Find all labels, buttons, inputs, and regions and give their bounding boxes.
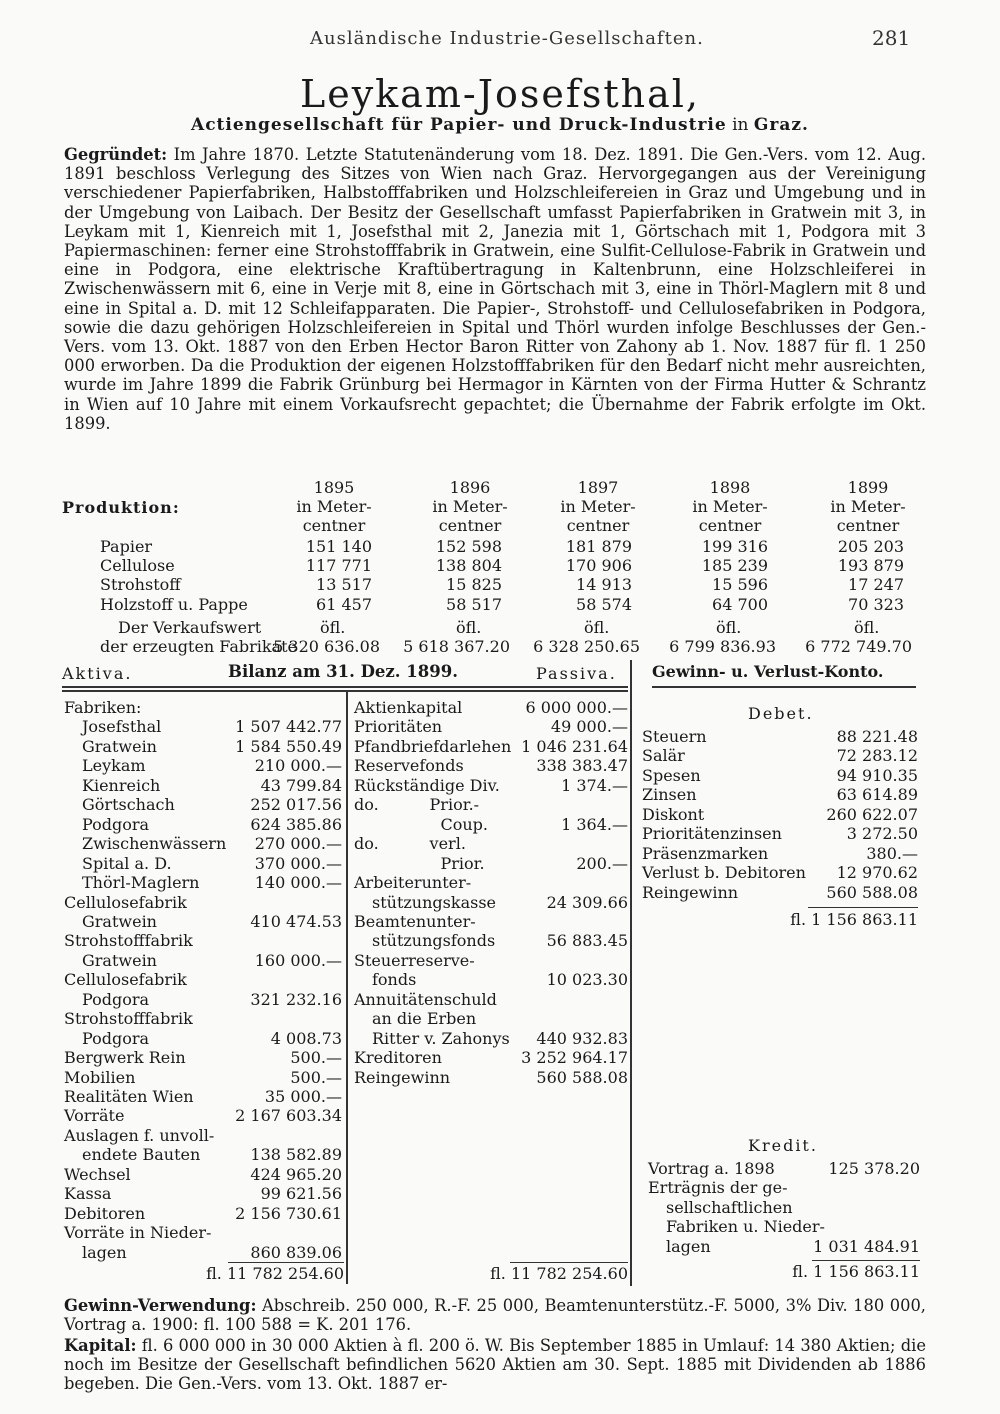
aktiva-value: 270 000.— — [254, 834, 342, 854]
aktiva-label: Vorräte in Nieder- — [64, 1223, 212, 1243]
production-unit: in Meter- — [692, 497, 768, 516]
aktiva-label: Cellulosefabrik — [64, 892, 187, 912]
aktiva-value: 1 507 442.77 — [235, 717, 342, 737]
value-currency: öfl. — [854, 618, 880, 637]
value-cell: 6 772 749.70 — [805, 637, 912, 656]
aktiva-sum-rule — [228, 1262, 344, 1263]
passiva-label: Coup. — [354, 814, 488, 834]
passiva-label: Ritter v. Zahonys — [372, 1028, 510, 1048]
aktiva-value: 160 000.— — [254, 950, 342, 970]
aktiva-value: 252 017.56 — [250, 795, 342, 815]
aktiva-value: 321 232.16 — [250, 989, 342, 1009]
aktiva-value: 410 474.53 — [250, 911, 342, 931]
aktiva-value: 2 167 603.34 — [235, 1106, 342, 1126]
debit-sum-rule — [808, 907, 918, 908]
credit-label: Erträgnis der ge- — [648, 1178, 788, 1198]
aktiva-value: 860 839.06 — [250, 1242, 342, 1262]
aktiva-label: Fabriken: — [64, 698, 142, 717]
aktiva-label: endete Bauten — [82, 1145, 201, 1165]
production-row-label: Cellulose — [100, 556, 175, 576]
production-cell: 199 316 — [701, 537, 768, 556]
aktiva-label: Realitäten Wien — [64, 1087, 194, 1106]
aktiva-value: 138 582.89 — [250, 1145, 342, 1165]
debit-total: fl. 1 156 863.11 — [790, 910, 918, 930]
production-cell: 138 804 — [435, 556, 502, 576]
passiva-value: 1 364.— — [561, 814, 628, 834]
debit-label: Steuern — [642, 727, 707, 746]
debit-label: Diskont — [642, 804, 705, 824]
aktiva-value: 2 156 730.61 — [235, 1203, 342, 1223]
production-row-label: Papier — [100, 537, 153, 556]
passiva-value: 56 883.45 — [546, 931, 628, 951]
debit-label: Reingewinn — [642, 882, 739, 902]
debit-value: 12 970.62 — [836, 863, 918, 883]
aktiva-label: Strohstofffabrik — [64, 1009, 193, 1029]
passiva-value: 1 374.— — [561, 775, 628, 795]
production-year: 1898 — [709, 478, 751, 497]
aktiva-label: Cellulosefabrik — [64, 970, 187, 990]
capital-text: fl. 6 000 000 in 30 000 Aktien à fl. 200 ö. W. Bis September 1885 in Umlauf: 14 380 Aktien; die noch im Besitze der Gesellschaft befindlichen 5620 Aktien am 30. Sept. 1885 mit Dividenden ab 1886 begeben. Die Gen.-Vers. vom 13. Okt. 1887 er- — [64, 1336, 926, 1394]
debit-value: 560 588.08 — [826, 882, 918, 902]
passiva-value: 49 000.— — [550, 717, 628, 737]
value-currency: öfl. — [320, 618, 346, 637]
passiva-label: Arbeiterunter- — [354, 873, 472, 893]
debit-value: 94 910.35 — [836, 765, 918, 785]
debit-value: 63 614.89 — [836, 785, 918, 805]
aktiva-value: 210 000.— — [254, 756, 342, 776]
balance-divider — [346, 690, 348, 1284]
production-unit: centner — [438, 516, 502, 535]
balance-top-rule-2 — [62, 690, 628, 692]
production-year: 1897 — [577, 478, 619, 497]
passiva-label: Prior. — [354, 853, 485, 873]
aktiva-label: Spital a. D. — [82, 853, 172, 873]
aktiva-label: Bergwerk Rein — [64, 1048, 186, 1068]
aktiva-label: Zwischenwässern — [82, 834, 227, 854]
passiva-sum-rule — [510, 1262, 628, 1263]
production-unit: centner — [698, 516, 762, 535]
debit-value: 380.— — [866, 843, 918, 863]
production-unit: in Meter- — [432, 497, 508, 516]
aktiva-value: 35 000.— — [264, 1087, 342, 1106]
pl-divider — [630, 660, 632, 1286]
aktiva-label: Debitoren — [64, 1203, 146, 1223]
subtitle-bold: Actiengesellschaft für Papier- und Druck-Industrie — [191, 115, 727, 135]
passiva-label: Prioritäten — [354, 717, 443, 737]
aktiva-label: Josefsthal — [82, 717, 162, 737]
debit-value: 260 622.07 — [826, 804, 918, 824]
value-label-line1: Der Verkaufswert — [118, 618, 262, 637]
aktiva-value: 624 385.86 — [250, 814, 342, 834]
credit-label: Vortrag a. 1898 — [648, 1159, 775, 1178]
balance-title: Bilanz am 31. Dez. 1899. — [228, 662, 458, 681]
passiva-label: stützungsfonds — [372, 931, 496, 951]
debit-label: Verlust b. Debitoren — [642, 863, 806, 883]
production-cell: 193 879 — [837, 556, 904, 576]
production-year: 1899 — [847, 478, 889, 497]
aktiva-label: Mobilien — [64, 1067, 136, 1087]
production-cell: 13 517 — [316, 575, 372, 595]
balance-top-rule — [62, 686, 628, 688]
passiva-label: do. verl. — [354, 834, 466, 854]
aktiva-label: lagen — [82, 1242, 127, 1262]
aktiva-value: 43 799.84 — [260, 775, 342, 795]
production-cell: 15 825 — [446, 575, 502, 595]
production-cell: 181 879 — [565, 537, 632, 556]
credit-label: Fabriken u. Nieder- — [666, 1217, 825, 1237]
aktiva-value: 4 008.73 — [270, 1028, 342, 1048]
aktiva-label: Strohstofffabrik — [64, 931, 193, 951]
production-cell: 17 247 — [848, 575, 904, 595]
passiva-label: Reingewinn — [354, 1067, 451, 1087]
production-row-label: Holzstoff u. Pappe — [100, 594, 248, 614]
credit-total: fl. 1 156 863.11 — [792, 1262, 920, 1281]
value-label-line2: der erzeugten Fabrikate — [100, 637, 297, 656]
aktiva-value: 370 000.— — [254, 853, 342, 873]
value-cell: 5 618 367.20 — [403, 637, 510, 656]
capital-paragraph — [64, 1336, 926, 1394]
aktiva-label: Auslagen f. unvoll- — [64, 1125, 215, 1145]
passiva-label: Kreditoren — [354, 1048, 442, 1068]
passiva-label: Passiva. — [536, 664, 617, 683]
production-unit: in Meter- — [830, 497, 906, 516]
production-cell: 170 906 — [565, 556, 632, 576]
passiva-label: do. Prior.- — [354, 795, 480, 815]
value-currency: öfl. — [716, 618, 742, 637]
profit-use-text: Abschreib. 250 000, R.-F. 25 000, Beamtenunterstütz.-F. 5000, 3% Div. 180 000, Vortrag a. 1900: fl. 100 588 = K. 201 176. — [64, 1296, 926, 1335]
aktiva-label: Wechsel — [64, 1164, 131, 1184]
passiva-value: 10 023.30 — [546, 970, 628, 990]
debit-label: Debet. — [748, 704, 814, 723]
credit-sum-rule — [812, 1260, 920, 1261]
aktiva-label: Gratwein — [82, 911, 157, 931]
production-cell: 70 323 — [848, 594, 904, 614]
pl-title: Gewinn- u. Verlust-Konto. — [652, 662, 884, 681]
production-cell: 14 913 — [576, 575, 632, 595]
value-cell: 6 328 250.65 — [533, 637, 640, 656]
aktiva-label: Kassa — [64, 1184, 112, 1204]
production-cell: 152 598 — [435, 537, 502, 556]
debit-value: 3 272.50 — [846, 824, 918, 844]
aktiva-label: Görtschach — [82, 795, 175, 815]
passiva-label: Reservefonds — [354, 756, 464, 776]
capital-label: Kapital: — [64, 1336, 137, 1355]
credit-label: sellschaftlichen — [666, 1197, 793, 1217]
production-cell: 205 203 — [837, 537, 904, 556]
production-cell: 185 239 — [701, 556, 768, 576]
debit-value: 88 221.48 — [836, 727, 918, 746]
credit-label: lagen — [666, 1236, 711, 1256]
production-cell: 58 574 — [576, 594, 632, 614]
value-currency: öfl. — [456, 618, 482, 637]
credit-value: 1 031 484.91 — [813, 1236, 920, 1256]
passiva-label: Beamtenunter- — [354, 911, 476, 931]
aktiva-value: 140 000.— — [254, 873, 342, 893]
profit-use-paragraph — [64, 1296, 926, 1334]
aktiva-label: Leykam — [82, 756, 146, 776]
profit-use-label: Gewinn-Verwendung: — [64, 1296, 257, 1315]
value-cell: 6 799 836.93 — [669, 637, 776, 656]
aktiva-value: 424 965.20 — [250, 1164, 342, 1184]
passiva-value: 1 046 231.64 — [521, 736, 628, 756]
passiva-label: Aktienkapital — [354, 698, 463, 717]
passiva-value: 200.— — [576, 853, 628, 873]
production-unit: centner — [302, 516, 366, 535]
founded-label: Gegründet: — [64, 145, 168, 164]
production-cell: 117 771 — [305, 556, 372, 576]
debit-label: Spesen — [642, 765, 701, 785]
passiva-label: Rückständige Div. — [354, 775, 500, 795]
passiva-value: 440 932.83 — [536, 1028, 628, 1048]
debit-value: 72 283.12 — [836, 746, 918, 766]
debit-label: Prioritätenzinsen — [642, 824, 782, 844]
production-year: 1896 — [449, 478, 491, 497]
pl-top-rule — [652, 686, 916, 688]
aktiva-label: Podgora — [82, 989, 150, 1009]
production-label: Produktion: — [62, 498, 180, 517]
debit-label: Salär — [642, 746, 685, 766]
debit-label: Präsenzmarken — [642, 843, 769, 863]
production-unit: in Meter- — [560, 497, 636, 516]
aktiva-label: Thörl-Maglern — [82, 873, 200, 893]
production-year: 1895 — [313, 478, 355, 497]
production-cell: 15 596 — [712, 575, 768, 595]
production-row-label: Strohstoff — [100, 575, 181, 595]
passiva-label: fonds — [372, 970, 417, 990]
passiva-value: 24 309.66 — [546, 892, 628, 912]
production-unit: centner — [836, 516, 900, 535]
aktiva-total: fl. 11 782 254.60 — [206, 1264, 344, 1284]
debit-label: Zinsen — [642, 785, 697, 805]
founded-text: Im Jahre 1870. Letzte Statutenänderung vom 18. Dez. 1891. Die Gen.-Vers. vom 12. Aug. 1891 beschloss Verlegung des Sitzes von Wien nach Graz. Hervorgegangen aus der Vereinigung verschiedener Papierfabriken, Halbstofffabriken und Holzschleifereien in Graz und Umgebung und in der Umgebung von Laibach. Der Besitz der Gesellschaft umfasst Papierfabriken in Gratwein mit 3, in Leykam mit 1, Kienreich mit 1, Josefsthal mit 2, Janezia mit 1, Görtschach mit 1, Podgora mit 3 Papiermaschinen: ferner eine Strohstofffabrik in Gratwein, eine Sulfit-Cellulose-Fabrik in Gratwein und eine in Podgora, eine elektrische Kraftübertragung in Kaltenbrunn, eine Holzschleiferei in Zwischenwässern mit 6, eine in Verje mit 8, eine in Görtschach mit 3, eine in Thörl-Maglern mit 8 und eine in Spital a. D. mit 12 Schleifapparaten. Die Papier-, Strohstoff- und Cellulosefabriken in Podgora, sowie die dazu gehörigen Holzschleifereien in Spital und Thörl wurden infolge Beschlusses der Gen.-Vers. vom 13. Okt. 1887 von den Erben Hector Baron Ritter von Zahony ab 1. Nov. 1887 für fl. 1 250 000 erworben. Da die Produktion der eigenen Holzstofffabriken für den Bedarf nicht mehr ausreichten, wurde im Jahre 1899 die Fabrik Grünburg bei Hermagor in Kärnten von der Firma Hutter & Schrantz in Wien auf 10 Jahre mit einem Vorkaufsrecht gepachtet; die Übernahme der Fabrik erfolgte im Okt. 1899. — [64, 145, 926, 433]
aktiva-label: Gratwein — [82, 950, 157, 970]
credit-label: Kredit. — [748, 1136, 818, 1155]
production-cell: 64 700 — [712, 594, 768, 614]
passiva-total: fl. 11 782 254.60 — [490, 1264, 628, 1284]
passiva-label: stützungskasse — [372, 892, 496, 912]
aktiva-label: Podgora — [82, 814, 150, 834]
aktiva-label: Kienreich — [82, 775, 161, 795]
credit-value: 125 378.20 — [828, 1159, 920, 1178]
aktiva-value: 500.— — [290, 1048, 342, 1068]
subtitle-city: Graz. — [753, 115, 809, 135]
passiva-label: Steuerreserve- — [354, 950, 475, 970]
company-name: Leykam-Josefsthal, — [299, 72, 701, 116]
page-number: 281 — [872, 26, 911, 50]
passiva-value: 3 252 964.17 — [521, 1048, 628, 1068]
passiva-label: Pfandbriefdarlehen — [354, 736, 512, 756]
aktiva-label: Aktiva. — [62, 664, 133, 683]
production-cell: 58 517 — [446, 594, 502, 614]
running-title: Ausländische Industrie-Gesellschaften. — [310, 28, 704, 49]
passiva-value: 560 588.08 — [536, 1067, 628, 1087]
aktiva-value: 99 621.56 — [260, 1184, 342, 1204]
subtitle-in: in — [732, 115, 749, 135]
aktiva-value: 1 584 550.49 — [235, 736, 342, 756]
aktiva-label: Gratwein — [82, 736, 157, 756]
passiva-value: 6 000 000.— — [525, 698, 628, 717]
passiva-label: an die Erben — [372, 1009, 477, 1029]
production-unit: centner — [566, 516, 630, 535]
aktiva-label: Podgora — [82, 1028, 150, 1048]
founded-paragraph — [64, 145, 926, 433]
production-cell: 61 457 — [316, 594, 372, 614]
company-subtitle — [0, 115, 1000, 135]
value-cell: 5 320 636.08 — [273, 637, 380, 656]
passiva-value: 338 383.47 — [536, 756, 628, 776]
production-cell: 151 140 — [305, 537, 372, 556]
aktiva-label: Vorräte — [64, 1106, 125, 1126]
value-currency: öfl. — [584, 618, 610, 637]
aktiva-value: 500.— — [290, 1067, 342, 1087]
passiva-label: Annuitätenschuld — [354, 989, 497, 1009]
production-unit: in Meter- — [296, 497, 372, 516]
